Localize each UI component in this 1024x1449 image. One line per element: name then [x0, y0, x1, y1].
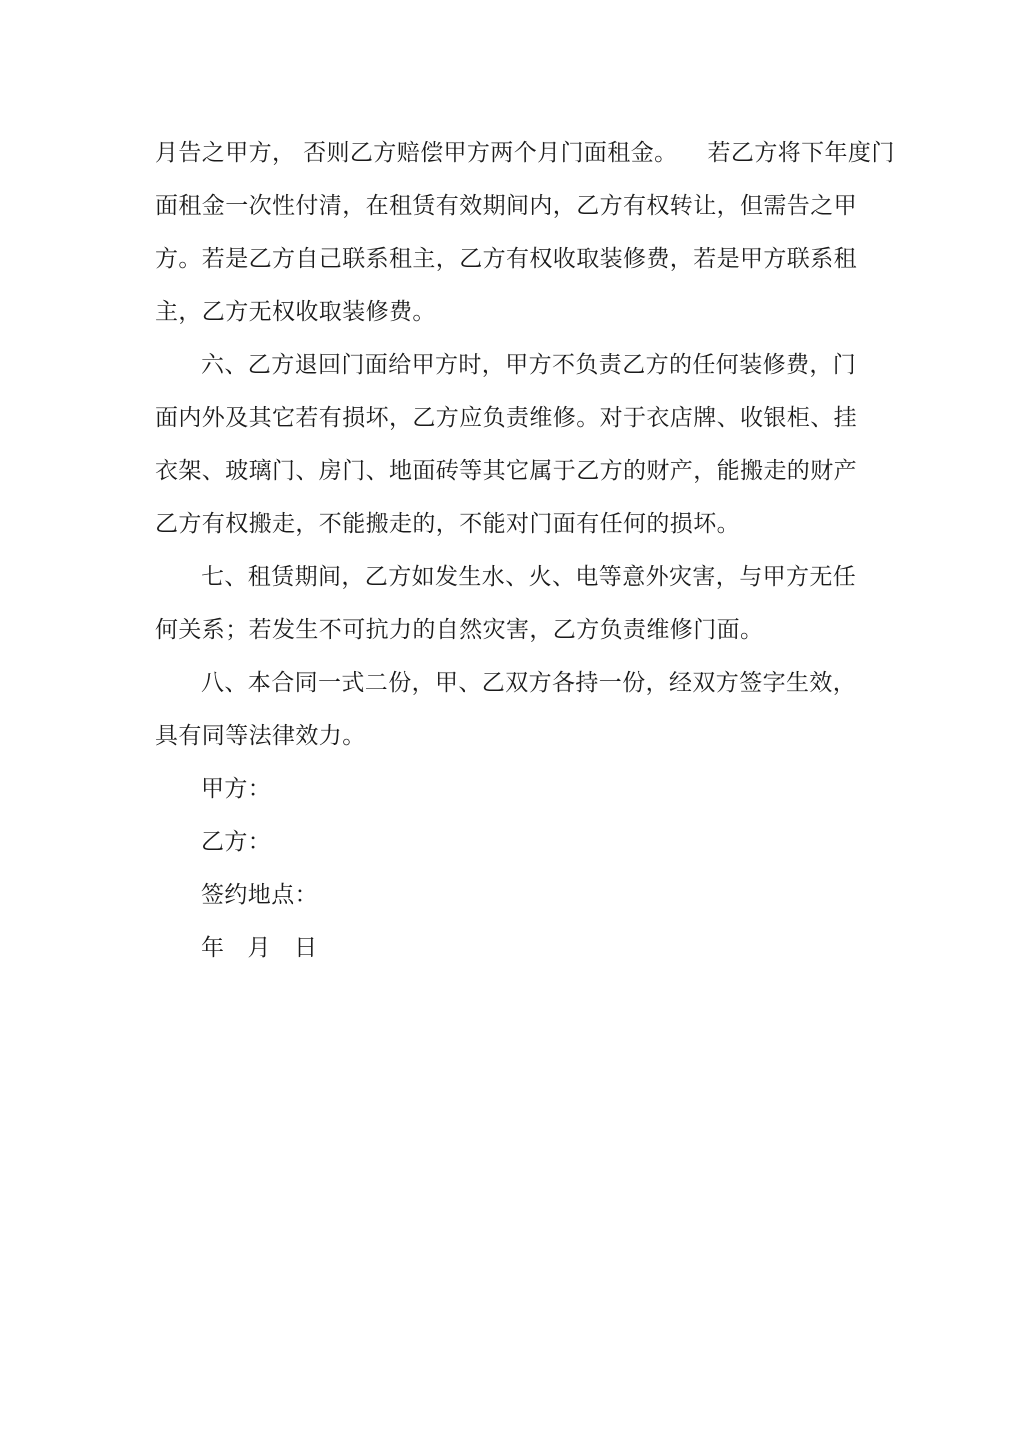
clause-6-line-3: 衣架、玻璃门、房门、地面砖等其它属于乙方的财产，能搬走的财产 [155, 458, 857, 484]
clause-6-line-4: 乙方有权搬走，不能搬走的，不能对门面有任何的损坏。 [155, 511, 740, 537]
signature-date [155, 922, 865, 975]
clause-8-line-1: 八、本合同一式二份，甲、乙双方各持一份，经双方签字生效， [201, 670, 857, 696]
clause-5-line-1-b: 若乙方将下年度门 [707, 140, 895, 166]
clause-6-line-2: 面内外及其它若有损坏，乙方应负责维修。对于衣店牌、收银柜、挂 [155, 405, 857, 431]
signature-place: 签约地点： [201, 882, 318, 908]
clause-5-line-1-a: 月告之甲方， 否则乙方赔偿甲方两个月门面租金。 [155, 140, 678, 166]
clause-5-line-4: 主，乙方无权收取装修费。 [155, 299, 436, 325]
signature-party-b: 乙方： [201, 829, 272, 855]
clause-5-line-1 [155, 127, 895, 180]
clause-5-line-2: 面租金一次性付清，在租赁有效期间内，乙方有权转让，但需告之甲 [155, 193, 857, 219]
clause-5-line-3: 方。若是乙方自己联系租主，乙方有权收取装修费，若是甲方联系租 [155, 246, 857, 272]
clause-7-line-1: 七、租赁期间，乙方如发生水、火、电等意外灾害，与甲方无任 [201, 564, 857, 590]
clause-8-line-2: 具有同等法律效力。 [155, 723, 366, 749]
signature-date-text: 年 月 日 [201, 935, 318, 961]
signature-party-a: 甲方： [201, 776, 272, 802]
clause-7-line-2: 何关系；若发生不可抗力的自然灾害，乙方负责维修门面。 [155, 617, 764, 643]
clause-6-line-1: 六、乙方退回门面给甲方时，甲方不负责乙方的任何装修费，门 [201, 352, 857, 378]
contract-body [155, 127, 895, 975]
